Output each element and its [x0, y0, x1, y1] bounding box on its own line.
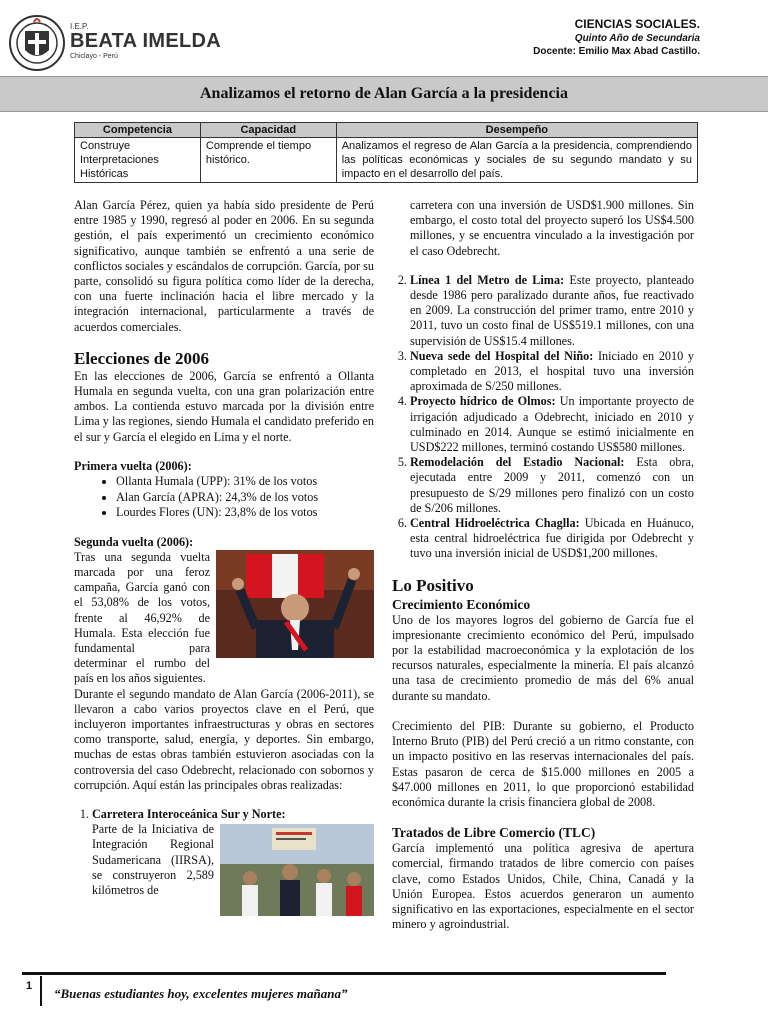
work-title: Central Hidroeléctrica Chaglla — [410, 516, 576, 531]
list-item: 5. Remodelación del Estadio Nacional: Esta obra, ejecutada entre 2009 y 2011, comenzó con un presupuesto de S/29 millones pero finalizó con un costo de S/206 millones. — [410, 455, 694, 516]
work-title: Carretera Interoceánica Sur y Norte — [92, 807, 282, 821]
table-header-cell: Capacidad — [200, 123, 336, 138]
page-title: Analizamos el retorno de Alan García a la presidencia — [200, 85, 568, 102]
garcia-inauguration-photo — [216, 550, 374, 658]
list-item: • Lourdes Flores (UN): 23,8% de los votos — [116, 505, 374, 521]
work1-continuation: carretera con una inversión de USD$1.900 millones. Sin embargo, el costo total del proyecto superó los US$4.500 millones, y se encuentra vinculado a la investigación por el caso Odebrecht. — [410, 198, 694, 258]
list-item: • Ollanta Humala (UPP): 31% de los votos — [116, 474, 374, 490]
garcia-photo-image — [216, 550, 374, 658]
page-number-divider — [40, 976, 42, 1006]
first-round-list — [74, 474, 374, 521]
second-round-paragraph: Tras una segunda vuelta marcada por una feroz campaña, García ganó con el 53,08% de los votos, frente al 46,92% de Humala. Esta elección fue fundamental para determinar el rumbo del país en los años siguientes. — [74, 549, 210, 686]
work-text: Ubicada en Huánuco, esta central hidroeléctrica fue dirigida por Odebrecht y tuvo una inversión inicial de USD$1,200 millones. — [410, 516, 694, 561]
table-header-row — [75, 123, 698, 138]
gdp-paragraph: Crecimiento del PIB: Durante su gobierno, el Producto Interno Bruto (PIB) del Perú creció a un ritmo constante, con un impacto positivo en las reservas internacionales del país. Estas pasaron de cerca de $15.000 millones en 2005 a $47.000 millones en 2011, lo que proporcionó estabilidad económica durante la crisis financiera global de 2008. — [392, 718, 694, 809]
grade-label: Quinto Año de Secundaria — [574, 33, 700, 44]
work-text: Parte de la Iniciativa de Integración Regional Sudamericana (IIRSA), se construyeron 2,589 kilómetros de — [92, 822, 214, 898]
list-item: 1. Carretera Interoceánica Sur y Norte: Parte de la Iniciativa de Integración Regional Sudamericana (IIRSA), se construyeron 2,589 kilómetros de — [92, 807, 374, 898]
competencia-cell: Construye Interpretaciones Históricas — [75, 138, 201, 183]
work-text: Esta obra, ejecutada entre 2009 y 2011, comenzó con un presupuesto de S/29 millones pero finalizó con un costo de S/206 millones. — [410, 455, 694, 515]
work-title: Línea 1 del Metro de Lima — [410, 272, 561, 287]
table-header-cell: Competencia — [75, 123, 201, 138]
capacidad-cell: Comprende el tiempo histórico. — [200, 138, 336, 183]
competence-table — [74, 122, 698, 183]
work-text: Iniciado en 2010 y completado en 2013, el hospital tuvo una inversión aproximada de S/250 millones. — [410, 348, 694, 394]
works-list-right — [392, 273, 694, 562]
page-number: 1 — [26, 980, 33, 992]
right-column — [392, 198, 694, 932]
interoceanica-event-photo — [220, 824, 374, 916]
school-city: Chiclayo - Perú — [70, 53, 118, 60]
work-title: Remodelación del Estadio Nacional — [410, 455, 621, 470]
list-item: • Alan García (APRA): 24,3% de los votos — [116, 490, 374, 506]
table-row — [75, 138, 698, 183]
header-info — [533, 16, 700, 58]
list-item: 3. Nueva sede del Hospital del Niño: Iniciado en 2010 y completado en 2013, el hospital tuvo una inversión aproximada de S/250 millones. — [410, 349, 694, 395]
footer-divider — [22, 972, 666, 975]
work-title: Proyecto hídrico de Olmos — [410, 394, 552, 409]
subject-title: CIENCIAS SOCIALES. — [574, 17, 700, 31]
work-title: Nueva sede del Hospital del Niño — [410, 348, 590, 363]
list-item: 6. Central Hidroeléctrica Chaglla: Ubicada en Huánuco, esta central hidroeléctrica fue dirigida por Odebrecht y tuvo una inversión inicial de USD$1,200 millones. — [410, 516, 694, 562]
second-round-title: Segunda vuelta (2006): — [74, 534, 194, 549]
elections-heading: Elecciones de 2006 — [74, 348, 210, 368]
growth-heading: Crecimiento Económico — [392, 596, 531, 612]
tlc-heading: Tratados de Libre Comercio (TLC) — [392, 825, 596, 841]
works-list-left — [74, 807, 374, 898]
school-name: BEATA IMELDA — [70, 30, 221, 52]
desempeno-cell: Analizamos el regreso de Alan García a la presidencia, comprendiendo las políticas económicas y sociales de su segundo mandato y su impacto en el desarrollo del país. — [336, 138, 697, 183]
left-column — [74, 198, 374, 916]
work-text: Este proyecto, planteado desde 1986 pero paralizado durante años, fue reactivado en 2009. La construcción del primer tramo, entre 2010 y 2011, tuvo un costo final de US$519.1 millones, con una supervisión de US$15.4 millones. — [410, 272, 695, 348]
interoceanica-photo-image — [220, 824, 374, 916]
tlc-paragraph: García implementó una política agresiva de apertura comercial, firmando tratados de libre comercio con países clave, como Estados Unidos, Chile, China, Canadá y la Unión Europea. Estos acuerdos generaron un aumento significativo en las exportaciones, especialmente en el sector minero y agroindustrial. — [392, 841, 694, 932]
growth-paragraph: Uno de los mayores logros del gobierno de García fue el impresionante crecimiento económico del Perú, impulsado por la estabilidad macroeconómica y la explotación de los recursos naturales, especialmente la minería. El país alcanzó una tasa de crecimiento promedio de más del 6% anual durante su mandato. — [392, 612, 694, 703]
work-text: Un importante proyecto de irrigación adjudicado a Odebrecht, iniciado en 2010 y culminado en 2014. Aunque se estimó inicialmente en USD$222 millones, terminó costando US$580 millones. — [410, 394, 695, 455]
list-item: 2. Línea 1 del Metro de Lima: Este proyecto, planteado desde 1986 pero paralizado durante años, fue reactivado en 2009. La construcción del primer tramo, entre 2010 y 2011, tuvo un costo final de US$519.1 millones, con una supervisión de US$15.4 millones. — [410, 273, 694, 349]
school-crest-logo — [8, 14, 66, 72]
list-item: 4. Proyecto hídrico de Olmos: Un importante proyecto de irrigación adjudicado a Odebrecht, iniciado en 2010 y culminado en 2014. Aunque se estimó inicialmente en USD$222 millones, terminó costando US$580 millones. — [410, 394, 694, 455]
positive-heading: Lo Positivo — [392, 575, 474, 595]
table-header-cell: Desempeño — [336, 123, 697, 138]
school-prefix: I.E.P. — [70, 22, 89, 31]
intro-paragraph: Alan García Pérez, quien ya había sido presidente de Perú entre 1985 y 1990, regresó al poder en 2006. En su segunda gestión, el país experimentó un crecimiento económico significativo, aunque también se enfrentó a una serie de conflictos sociales y escándalos de corrupción. García, por su parte, consolidó su figura política como líder de la derecha, con una fuerte inclinación hacia el libre mercado y la integración internacional, particularmente a través de acuerdos comerciales. — [74, 198, 374, 334]
first-round-title: Primera vuelta (2006): — [74, 458, 192, 473]
school-motto: “Buenas estudiantes hoy, excelentes mujeres mañana” — [54, 986, 348, 1001]
title-bar — [0, 76, 768, 112]
works-intro-paragraph: Durante el segundo mandato de Alan García (2006-2011), se llevaron a cabo varios proyectos clave en el Perú, que incluyeron importantes infraestructuras y obras en sectores como transporte, salud, energía, y deportes. Sin embargo, muchas de estas obras también estuvieron asociadas con la controversia del caso Odebrecht, relacionado con sobornos y corrupción. Aquí están las principales obras realizadas: — [74, 686, 374, 792]
elections-paragraph: En las elecciones de 2006, García se enfrentó a Ollanta Humala en segunda vuelta, con una gran polarización entre ambos. La contienda estuvo marcada por la división entre Lima y las regiones, siendo Humala el candidato preferido en el sur y García el elegido en Lima y el norte. — [74, 368, 374, 444]
teacher-label: Docente: Emilio Max Abad Castillo. — [533, 46, 700, 57]
